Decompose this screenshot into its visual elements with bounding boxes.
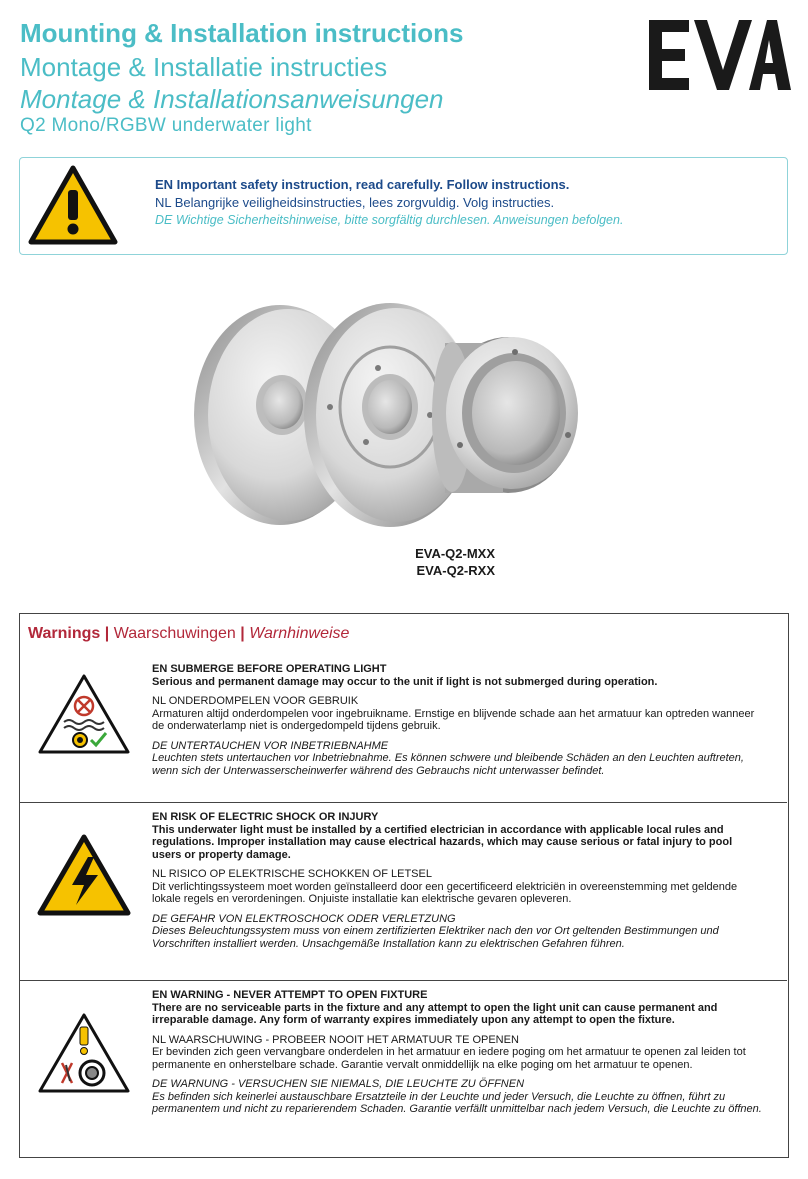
warnings-separator: |: [240, 625, 245, 642]
warning-en-body: There are no serviceable parts in the fixture and any attempt to open the light unit can cause permanent and irreparable damage. Any form of warranty expires immediately upon any attempt to open the fixture.: [152, 1001, 718, 1026]
safety-text-en: EN Important safety instruction, read carefully. Follow instructions.: [155, 177, 570, 192]
product-code-rgbw: EVA-Q2-RXX: [416, 563, 495, 578]
warning-nl-heading: NL RISICO OP ELEKTRISCHE SCHOKKEN OF LETSEL: [152, 868, 432, 880]
warning-nl-heading: NL WAARSCHUWING - PROBEER NOOIT HET ARMATUUR TE OPENEN: [152, 1033, 519, 1046]
warning-en-body: Serious and permanent damage may occur to the unit if light is not submerged during operation.: [152, 675, 658, 688]
warning-en-heading: EN WARNING - NEVER ATTEMPT TO OPEN FIXTURE: [152, 989, 428, 1001]
warning-en-body: This underwater light must be installed by a certified electrician in accordance with applicable local rules and regulations. Improper installation may cause electrical hazards, which may cause serious or fatal injury to pool users or property damage.: [152, 823, 733, 861]
product-subtitle: Q2 Mono/RGBW underwater light: [20, 115, 312, 136]
product-image: [190, 295, 585, 540]
warnings-title-nl: Waarschuwingen: [113, 625, 236, 642]
warning-nl-body: Armaturen altijd onderdompelen voor ingebruikname. Ernstige en blijvende schade aan het armatuur kan optreden wanneer de onderwaterlamp niet is ondergedompeld tijdens gebruik.: [152, 707, 755, 732]
warning-de-heading: DE UNTERTAUCHEN VOR INBETRIEBNAHME: [152, 739, 389, 752]
warnings-section: [19, 613, 789, 1158]
warning-electric-text: [152, 811, 762, 957]
title-de: Montage & Installationsanweisungen: [20, 84, 444, 114]
do-not-open-icon: [36, 1011, 132, 1095]
warning-nl-body: Er bevinden zich geen vervangbare onderdelen in het armatuur en iedere poging om het armatuur te openen zal leiden tot permanente en onherstelbare schade. Garantie vervalt onmiddellijk na elke poging om het armatuur te openen.: [152, 1046, 746, 1071]
warning-open-text: [152, 989, 762, 1123]
warnings-heading: [28, 625, 349, 643]
warning-en-heading: EN SUBMERGE BEFORE OPERATING LIGHT: [152, 663, 387, 675]
warning-de-heading: DE WARNUNG - VERSUCHEN SIE NIEMALS, DIE LEUCHTE ZU ÖFFNEN: [152, 1078, 525, 1090]
warning-triangle-icon: [28, 164, 118, 246]
submerge-warning-icon: [36, 672, 132, 756]
warnings-title-en: Warnings: [28, 625, 101, 642]
product-codes: [385, 545, 495, 579]
title-en: Mounting & Installation instructions: [20, 18, 464, 48]
safety-text-de: DE Wichtige Sicherheitshinweise, bitte sorgfältig durchlesen. Anweisungen befolgen.: [155, 213, 624, 227]
warning-open-fixture: [20, 980, 787, 1157]
eva-logo: [649, 18, 791, 92]
warnings-title-de: Warnhinweise: [249, 625, 350, 642]
warnings-separator: |: [104, 625, 110, 642]
title-nl: Montage & Installatie instructies: [20, 52, 388, 82]
warning-nl-heading: NL ONDERDOMPELEN VOOR GEBRUIK: [152, 695, 359, 707]
warning-en-heading: EN RISK OF ELECTRIC SHOCK OR INJURY: [152, 811, 379, 823]
warning-de-body: Dieses Beleuchtungssystem muss von einem zertifizierten Elektriker nach den vor Ort geltenden Bestimmungen und Vorschriften installiert werden. Unsachgemäße Installation kann zu elektrischen Gefahren führen.: [152, 925, 719, 950]
safety-text-nl: NL Belangrijke veiligheidsinstructies, lees zorgvuldig. Volg instructies.: [155, 195, 555, 210]
electric-shock-icon: [36, 833, 132, 917]
warning-submerge: [20, 654, 787, 802]
warning-de-body: Es befinden sich keinerlei austauschbare Ersatzteile in der Leuchte und jeder Versuch, die Leuchte zu öffnen, führt zu permanentem und nicht zu reparierendem Schaden. Garantie verfällt unmittelbar nach jedem Versuch, die Leuchte zu öffnen.: [152, 1090, 762, 1115]
warning-submerge-text: [152, 663, 762, 784]
warning-electric-shock: [20, 802, 787, 980]
warning-de-body: Leuchten stets untertauchen vor Inbetriebnahme. Es können schwere und bleibende Schäden an den Leuchten auftreten, wenn sich der Unterwasserscheinwerfer während des Gebrauchs nicht unterwasser befindet.: [152, 752, 744, 777]
product-code-mono: EVA-Q2-MXX: [415, 546, 495, 561]
warning-de-heading: DE GEFAHR VON ELEKTROSCHOCK ODER VERLETZUNG: [152, 912, 456, 925]
warning-nl-body: Dit verlichtingssysteem moet worden geïnstalleerd door een gecertificeerd elektriciën in overeenstemming met geldende lokale regels en verordeningen. Onjuiste installatie kan elektrische gevaren opleveren.: [152, 880, 738, 905]
safety-notice: [19, 157, 788, 255]
